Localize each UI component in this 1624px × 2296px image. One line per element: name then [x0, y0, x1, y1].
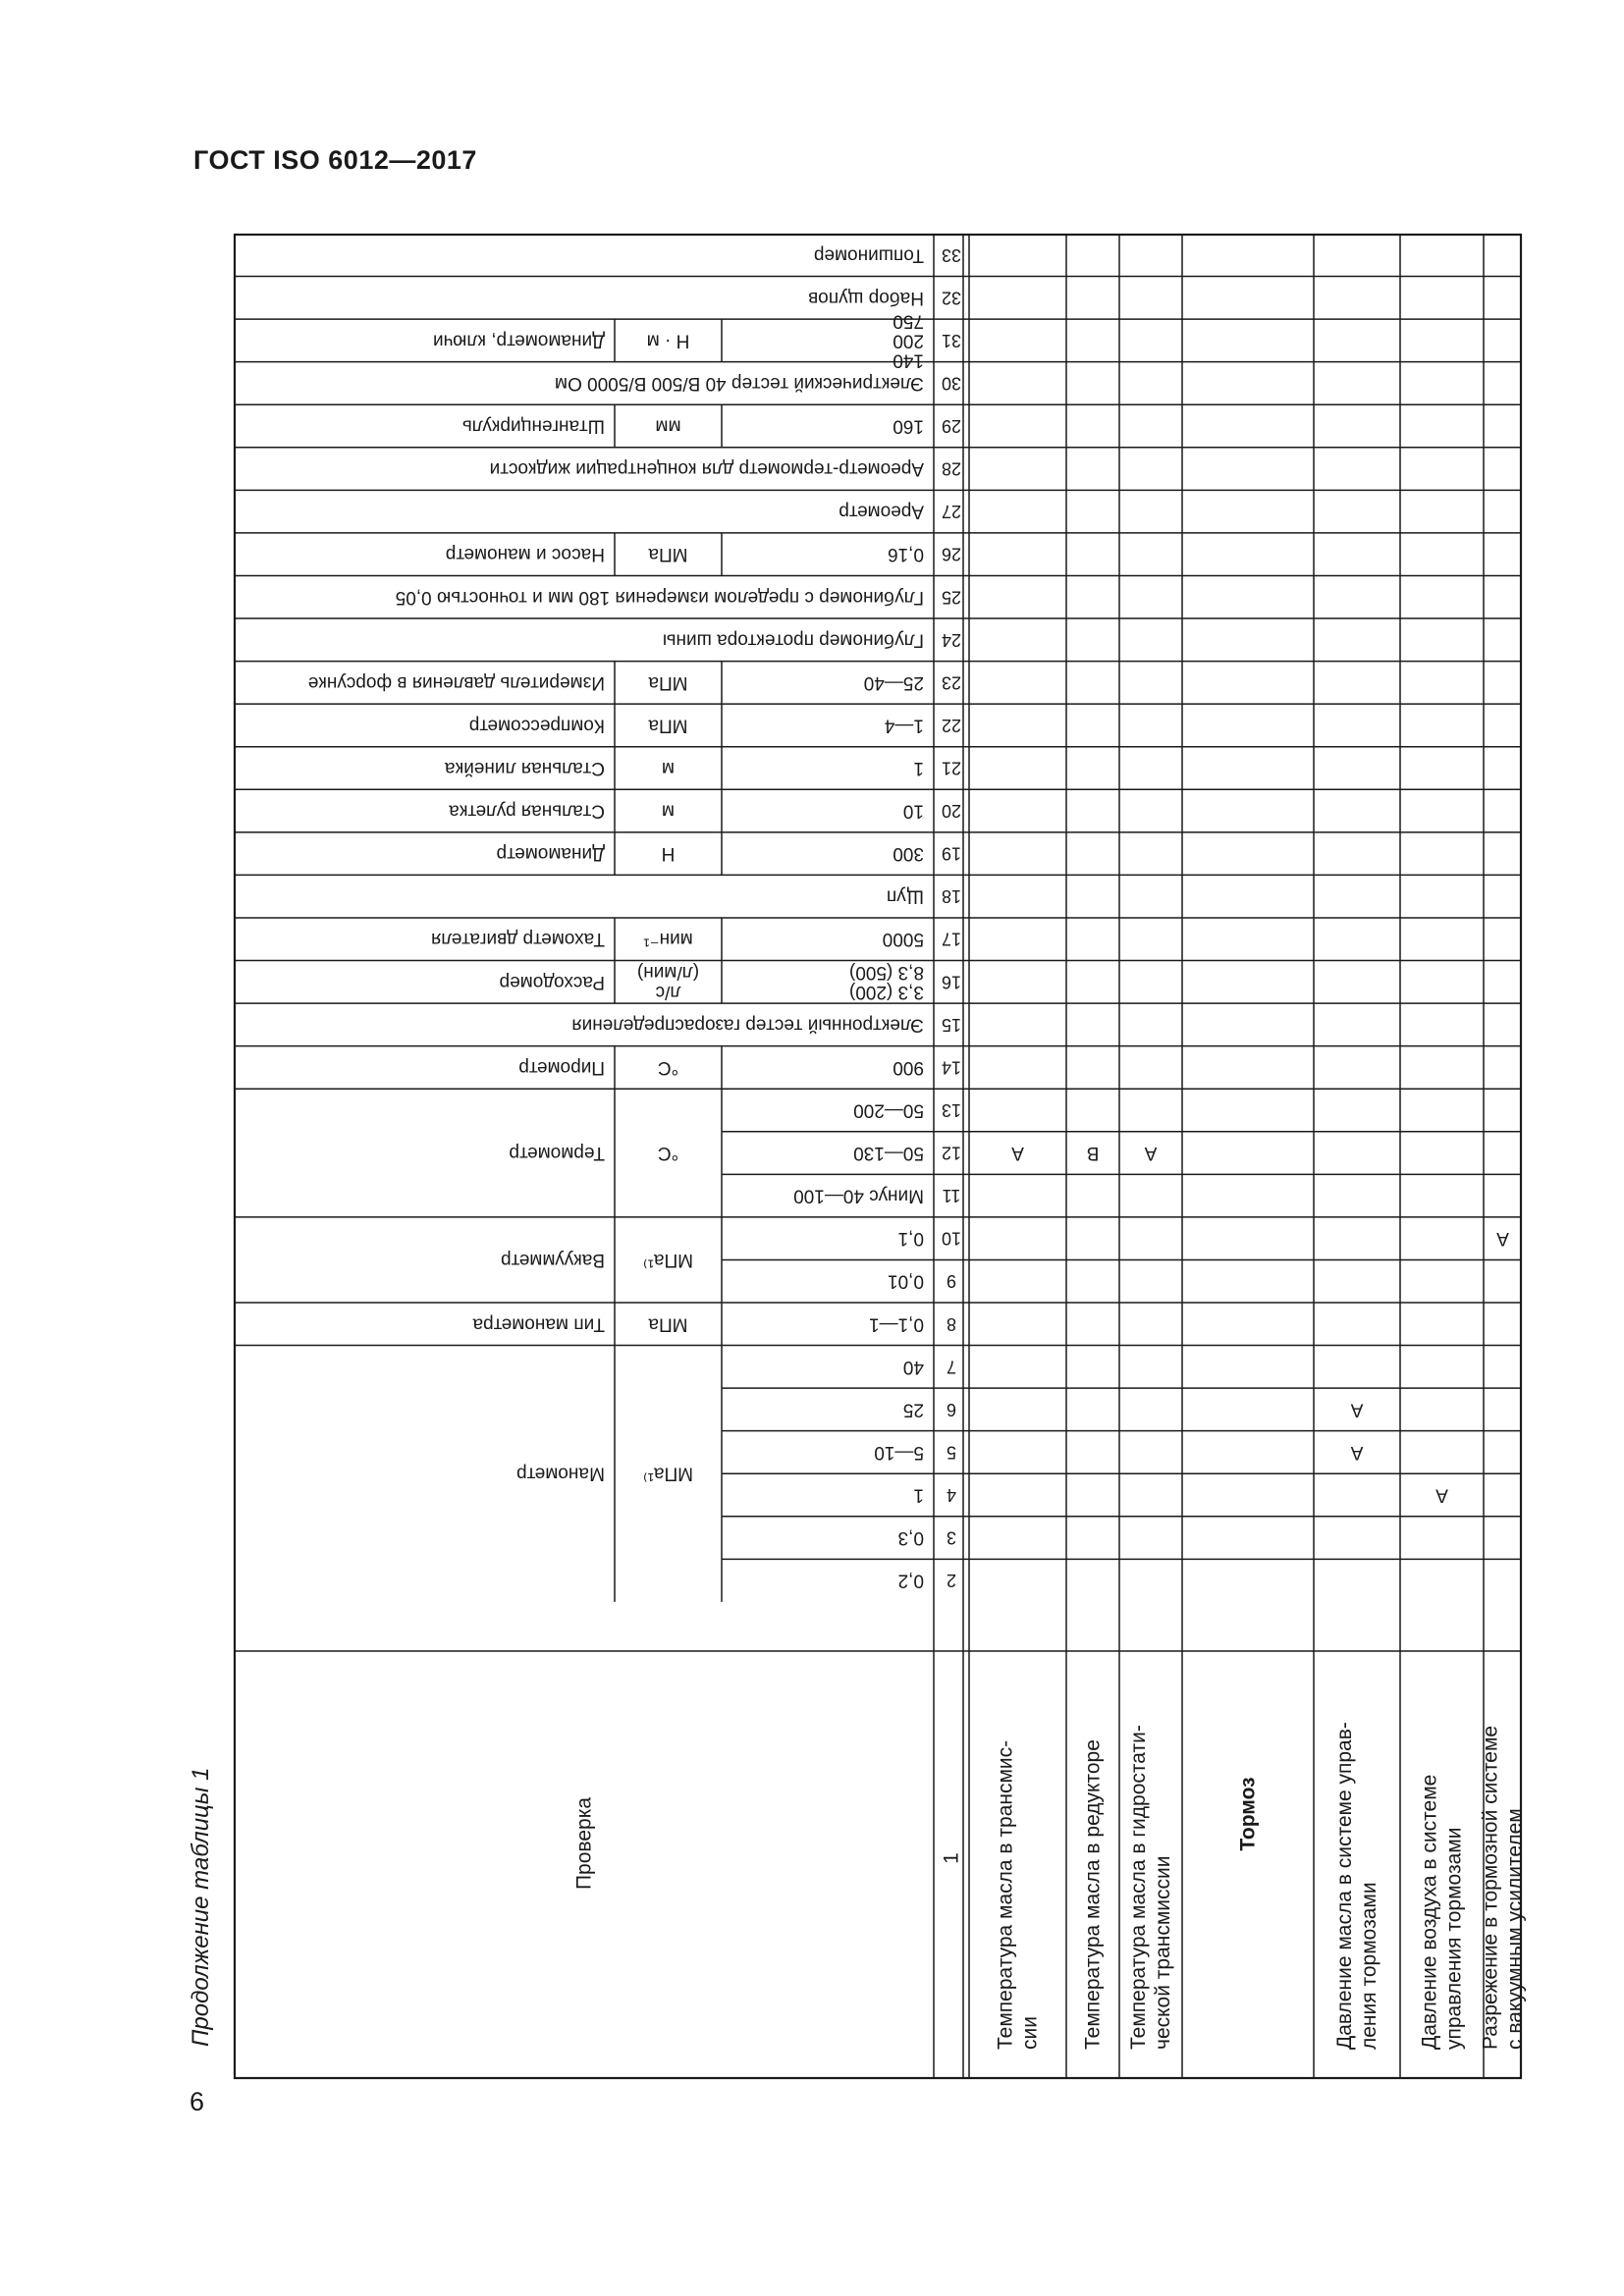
instrument-name: Ареометр-термометр для концентрации жидкости	[489, 458, 924, 480]
check-mark: A	[1496, 1228, 1509, 1250]
instrument-range: 1—4	[884, 715, 924, 736]
column-number: 15	[941, 1014, 962, 1035]
instrument-range: 10	[902, 800, 924, 822]
check-mark: A	[1350, 1399, 1364, 1420]
instrument-unit: мм	[655, 415, 681, 437]
check-label: управления тормозами	[1442, 1827, 1466, 2050]
column-number: 24	[941, 629, 962, 650]
check-label: Температура масла в гидростати-	[1127, 1725, 1150, 2050]
instrument-range: 140	[893, 349, 924, 371]
check-label: сии	[1018, 2016, 1042, 2050]
column-number: 21	[941, 758, 962, 778]
column-number: 5	[946, 1442, 957, 1463]
instrument-range: 0,16	[888, 544, 924, 565]
instrument-name: Ареометр	[839, 501, 924, 522]
check-label: Температура масла в трансмис-	[994, 1739, 1017, 2050]
instrument-unit: л/с	[655, 981, 681, 1002]
instrument-range: 50—200	[853, 1099, 924, 1121]
manometer-unit: МПа¹⁾	[642, 1463, 694, 1484]
instrument-range: 300	[893, 843, 924, 865]
instrument-table	[234, 234, 1527, 2079]
check-label: ления тормозами	[1358, 1882, 1380, 2050]
column-number: 8	[946, 1313, 957, 1334]
vacuum-name: Вакуумметр	[501, 1249, 605, 1270]
instrument-name: Стальная линейка	[444, 758, 605, 778]
instrument-name: Глубиномер протектора шины	[662, 629, 924, 651]
instrument-name: Глубиномер с пределом измерения 180 мм и точностью 0,05	[395, 586, 924, 608]
instrument-range: 0,1—1	[869, 1313, 924, 1335]
check-label: Давление воздуха в системе	[1418, 1774, 1441, 2050]
check-label: Разрежение в тормозной системе	[1479, 1725, 1502, 2050]
vacuum-unit: МПа¹⁾	[642, 1249, 694, 1270]
table-caption: Продолжение таблицы 1	[188, 1767, 214, 2047]
instrument-unit: МПа	[648, 671, 688, 693]
instrument-unit: °С	[657, 1056, 679, 1078]
instrument-range: 25—40	[863, 671, 924, 693]
instrument-unit: (л/мин)	[636, 961, 700, 983]
instrument-name: Штангенциркуль	[461, 415, 605, 437]
instrument-name: Щуп	[886, 885, 924, 907]
instrument-range: 8,3 (500)	[848, 961, 924, 983]
check-label: ческой трансмиссии	[1152, 1855, 1174, 2050]
instrument-range: Минус 40—100	[793, 1185, 924, 1206]
instrument-unit: мин⁻¹	[643, 929, 693, 950]
check-mark: A	[1011, 1143, 1024, 1164]
thermometer-unit: °С	[657, 1143, 679, 1164]
check-mark: B	[1086, 1143, 1100, 1164]
thermometer-name: Термометр	[509, 1143, 605, 1164]
page-number: 6	[189, 2087, 205, 2116]
column-number: 25	[941, 587, 962, 608]
check-mark: A	[1435, 1484, 1448, 1506]
instrument-unit: м	[661, 800, 676, 822]
check-label: с вакуумным усилителем	[1503, 1808, 1527, 2050]
column-number: 29	[941, 416, 962, 437]
column-number: 13	[941, 1099, 962, 1120]
instrument-range: 1	[913, 758, 924, 778]
instrument-range: 0,1	[897, 1228, 924, 1250]
instrument-name: Расходомер	[499, 971, 605, 992]
column-number: 28	[941, 458, 962, 479]
instrument-range: 3,3 (200)	[848, 981, 924, 1002]
check-mark: A	[1350, 1441, 1364, 1463]
column-number: 14	[941, 1057, 962, 1078]
instrument-range: 200	[893, 330, 924, 351]
instrument-range: 160	[893, 415, 924, 437]
column-number: 9	[946, 1271, 957, 1292]
column-number: 27	[941, 502, 962, 522]
instrument-range: 5—10	[874, 1441, 924, 1463]
check-label: Давление масла в системе управ-	[1333, 1722, 1356, 2050]
column-number: 26	[941, 544, 962, 564]
instrument-unit: МПа	[648, 544, 688, 565]
instrument-range: 25	[902, 1399, 924, 1420]
column-number: 32	[941, 288, 962, 308]
instrument-range: 40	[902, 1356, 924, 1377]
check-label: Тормоз	[1236, 1777, 1260, 1851]
column-number: 12	[941, 1143, 962, 1163]
instrument-name: Топшиномер	[813, 244, 924, 266]
instrument-name: Пирометр	[518, 1056, 605, 1078]
instrument-name: Тахометр двигателя	[431, 929, 605, 950]
instrument-range: 1	[913, 1484, 924, 1506]
column-number: 3	[946, 1527, 957, 1548]
instrument-name: Электронный тестер газораспределения	[571, 1014, 924, 1036]
column-number: 33	[941, 244, 962, 265]
column-number: 7	[946, 1357, 957, 1377]
instrument-name: Тип манометра	[472, 1313, 605, 1335]
column-number: 22	[941, 715, 962, 735]
header-column-number: 1	[940, 1852, 963, 1864]
instrument-name: Динамометр, ключи	[433, 330, 605, 351]
instrument-range: 750	[893, 310, 924, 332]
column-number: 17	[941, 929, 962, 949]
instrument-unit: м	[661, 758, 676, 778]
instrument-range: 50—130	[853, 1143, 924, 1164]
column-number: 11	[942, 1186, 961, 1206]
check-label: Температура масла в редукторе	[1081, 1739, 1105, 2050]
column-number: 19	[941, 843, 962, 864]
check-mark: A	[1144, 1143, 1158, 1164]
column-number: 18	[941, 886, 962, 907]
instrument-unit: МПа	[648, 715, 688, 736]
column-number: 20	[941, 801, 962, 822]
instrument-name: Динамометр	[496, 843, 605, 865]
instrument-name: Измеритель давления в форсунке	[307, 671, 605, 693]
instrument-unit: Н · м	[646, 330, 690, 351]
instrument-name: Электрический тестер 40 В/500 В/5000 Ом	[554, 372, 924, 394]
column-number: 2	[946, 1571, 957, 1591]
document-header: ГОСТ ISO 6012—2017	[193, 145, 477, 175]
column-number: 23	[941, 672, 962, 693]
column-number: 31	[941, 330, 962, 350]
column-number: 4	[946, 1485, 957, 1506]
instrument-unit: Н	[661, 843, 676, 865]
instrument-unit: МПа	[648, 1313, 688, 1335]
instrument-name: Компрессометр	[468, 715, 605, 736]
column-number: 6	[946, 1399, 957, 1419]
instrument-range: 0,2	[897, 1570, 924, 1591]
column-number: 30	[941, 373, 962, 394]
column-number: 16	[941, 972, 962, 992]
instrument-range: 0,3	[897, 1527, 924, 1549]
instrument-name: Набор щупов	[808, 287, 924, 308]
instrument-name: Насос и манометр	[445, 544, 605, 565]
column-number: 10	[941, 1228, 962, 1249]
instrument-range: 5000	[882, 929, 924, 950]
instrument-name: Стальная рулетка	[449, 800, 605, 822]
instrument-range: 0,01	[888, 1270, 924, 1292]
header-check-label: Проверка	[572, 1796, 596, 1891]
instrument-range: 900	[893, 1056, 924, 1078]
manometer-name: Манометр	[516, 1463, 605, 1484]
